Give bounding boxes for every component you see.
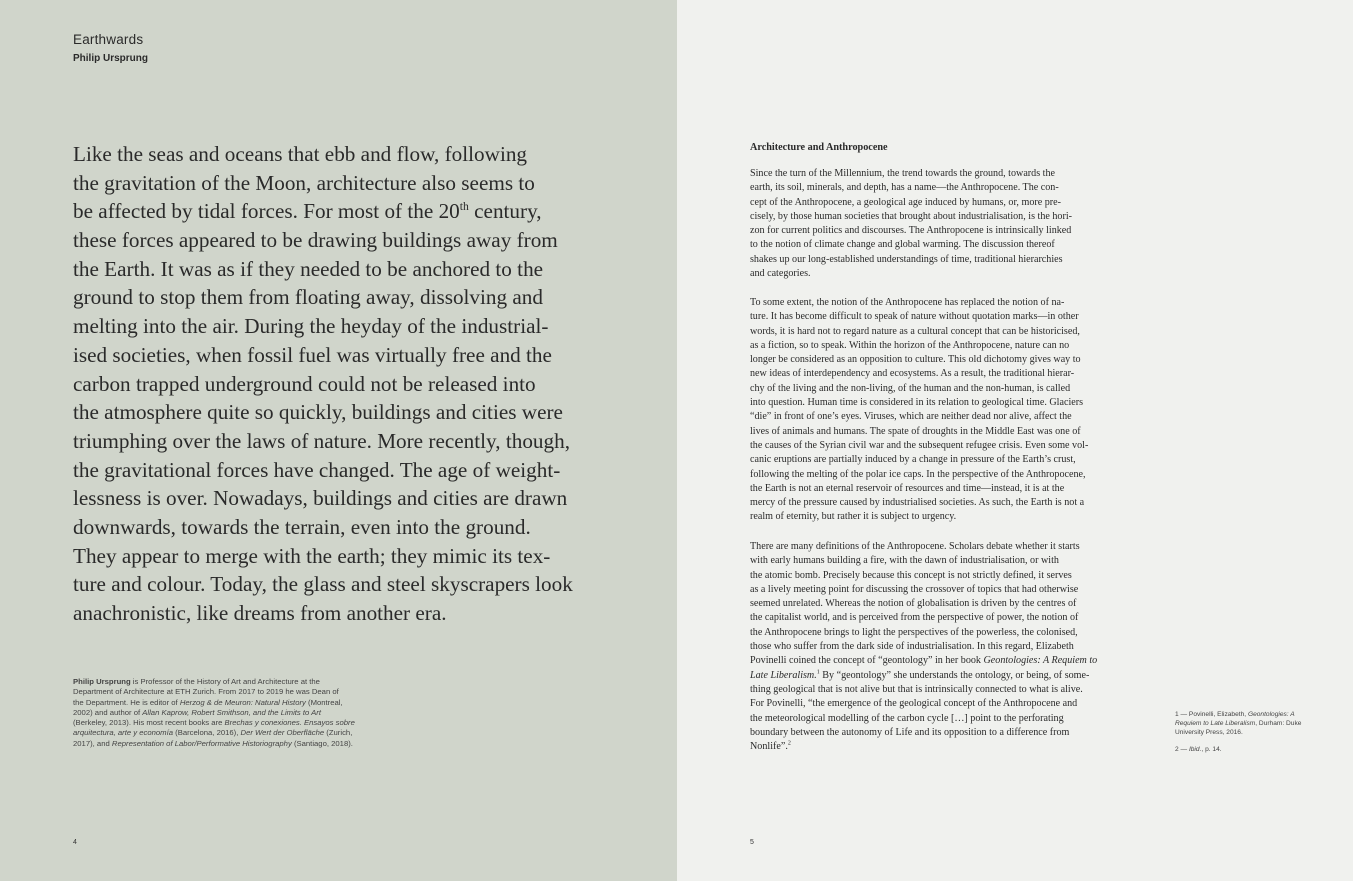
lede-line: ised societies, when fossil fuel was virtually free and the xyxy=(73,342,552,367)
bio-name: Philip Ursprung xyxy=(73,677,131,686)
lede-line: ture and colour. Today, the glass and steel skyscrapers look xyxy=(73,572,573,597)
superscript: th xyxy=(459,200,469,214)
body-paragraph-1: Since the turn of the Millennium, the trend towards the ground, towards the earth, its soil, minerals, and depth, has a name—the Anthropocene. The con- cept of the Anthropocene, a geological age induced by humans, or, more pre- cisely, by those human societies that brought about industrialisation, is the hori- zon for current politics and discourses. The Anthropocene is intrinsically linked to the notion of climate change and global warming. The discussion thereof shakes up our long-established understandings of time, traditional hierarchies and categories. xyxy=(750,168,1073,280)
lede-line: melting into the air. During the heyday of the industrial- xyxy=(73,314,549,339)
page-number: 4 xyxy=(73,839,77,846)
lede-line: be affected by tidal forces. For most of the 20th century, xyxy=(73,199,542,224)
running-author: Philip Ursprung xyxy=(73,53,148,64)
lede-line: carbon trapped underground could not be released into xyxy=(73,371,536,396)
right-page xyxy=(677,0,1353,881)
lede-paragraph xyxy=(73,140,593,628)
lede-line: lessness is over. Nowadays, buildings and cities are drawn xyxy=(73,486,568,511)
page-number: 5 xyxy=(750,839,754,846)
lede-line: the atmosphere quite so quickly, buildings and cities were xyxy=(73,400,563,425)
body-paragraph-3: There are many definitions of the Anthropocene. Scholars debate whether it starts with early humans building a fire, with the dawn of industrialisation, or with the atomic bomb. Precisely because this concept is not strictly defined, it serves as a lively meeting point for discussing the crossover of topics that had otherwise seemed unrelated. Whereas the notion of globalisation is driven by the centres of the capitalist world, and is perceived from the perspective of power, the notion of the Anthropocene brings to light the perspectives of the powerless, the colonised, those who suffer from the dark side of industrialisation. In this regard, Elizabeth Povinelli coined the concept of “geontology” in her book Geontologies: A Requiem to Late Liberalism.$^1$ By “geontology” she understands the ontology, or being, of some- thing geological that is not alive but that is intrinsically connected to what is alive. For Povinelli, “the emergence of the geological concept of the Anthropocene and the meteorological modelling of the carbon cycle […] point to the perforating boundary between the autonomy of Life and its opposition to a difference from Nonlife”.$^2$ xyxy=(750,541,1098,753)
lede-line: Like the seas and oceans that ebb and flow, following xyxy=(73,142,528,166)
lede-line: anachronistic, like dreams from another era. xyxy=(73,601,447,625)
footnote-ref-1: 1 xyxy=(816,669,820,676)
lede-line: these forces appeared to be drawing buildings away from xyxy=(73,228,558,253)
footnote-1: 1 — Povinelli, Elizabeth, Geontologies: A Requiem to Late Liberalism, Durham: Duke University Press, 2016. xyxy=(1175,711,1302,736)
lede-line: the Earth. It was as if they needed to be anchored to the xyxy=(73,256,544,281)
footnote-2: 2 — Ibid., p. 14. xyxy=(1175,746,1222,753)
lede-line: the gravitational forces have changed. The age of weight- xyxy=(73,457,561,482)
lede-line: They appear to merge with the earth; they mimic its tex- xyxy=(73,543,551,568)
author-bio: Philip Ursprung is Professor of the History of Art and Architecture at the Department of Architecture at ETH Zurich. From 2017 to 2019 he was Dean of the Department. He is editor of Herzog & de Meuron: Natural History (Montreal, 2002) and author of Allan Kaprow, Robert Smithson, and the Limits to Art (Berkeley, 2013). His most recent books are Brechas y conexiones. Ensayos sobre arquitectura, arte y economía (Barcelona, 2016), Der Wert der Oberfläche (Zurich, 2017), and Representation of Labor/Performative Historiography (Santiago, 2018). xyxy=(73,677,355,748)
lede-line: triumphing over the laws of nature. More recently, though, xyxy=(73,428,570,453)
running-title: Earthwards xyxy=(73,32,144,47)
lede-line: the gravitation of the Moon, architecture also seems to xyxy=(73,170,535,195)
lede-line: downwards, towards the terrain, even into the ground. xyxy=(73,514,531,539)
section-heading: Architecture and Anthropocene xyxy=(750,142,888,153)
footnote-ref-2: 2 xyxy=(787,740,791,747)
lede-line: ground to stop them from floating away, dissolving and xyxy=(73,285,543,310)
body-paragraph-2: To some extent, the notion of the Anthropocene has replaced the notion of na- ture. It has become difficult to speak of nature without quotation marks—in other words, it is hard not to regard nature as a cultural concept that can be historicised, as a fiction, so to speak. Within the horizon of the Anthropocene, nature can no longer be considered as an opposition to culture. This old dichotomy gives way to new ideas of interdependency and ecosystems. As a result, the traditional hierar- chy of the living and the non-living, of the human and the non-human, is called into question. Human time is considered in its relation to geological time. Glaciers “die” in front of one’s eyes. Viruses, which are neither dead nor alive, affect the lives of animals and humans. The spate of droughts in the Middle East was one of the causes of the Syrian civil war and the subsequent refugee crisis. Even some vol- canic eruptions are partially induced by a change in pressure of the Earth’s crust, following the melting of the polar ice caps. In the perspective of the Anthropocene, the Earth is not an eternal reservoir of resources and time—instead, it is at the mercy of the pressure caused by industrialised societies. As such, the Earth is not a realm of eternity, but rather it is subject to urgency. xyxy=(750,297,1089,523)
